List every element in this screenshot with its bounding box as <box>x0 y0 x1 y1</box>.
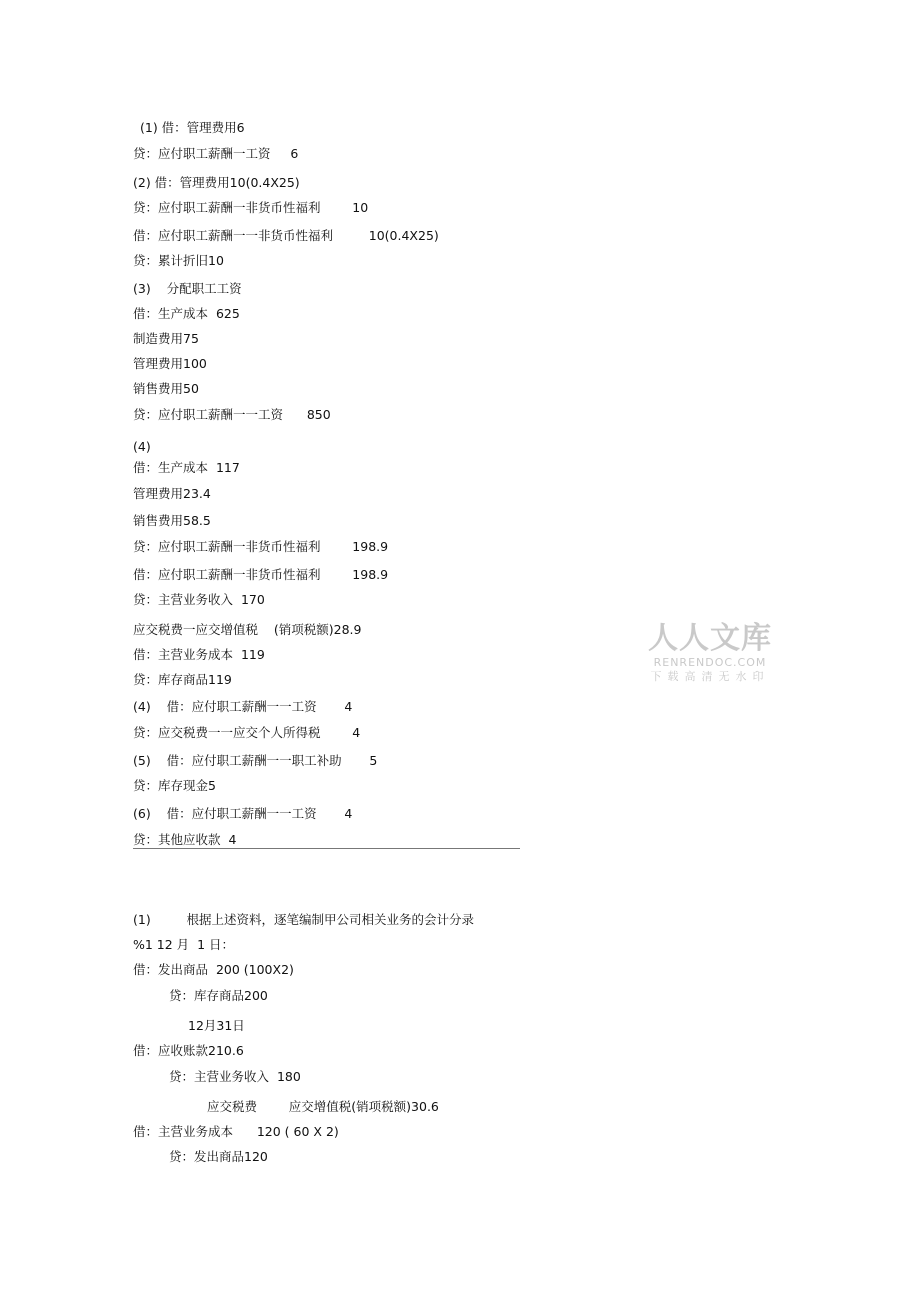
watermark-tagline: 下载高清无水印 <box>650 670 770 683</box>
text-line: (5) 借：应付职工薪酬一一职工补助 5 <box>133 753 378 768</box>
text-line: 贷：发出商品120 <box>169 1149 268 1164</box>
watermark-url: RENRENDOC.COM <box>653 656 767 669</box>
text-line: (4) <box>133 439 151 454</box>
text-line: (1) 借：管理费用6 <box>140 120 245 135</box>
text-line: 管理费用23.4 <box>133 486 211 501</box>
text-line: 借：生产成本 117 <box>133 460 240 475</box>
text-line: 销售费用50 <box>133 381 199 396</box>
text-line: 贷：库存商品119 <box>133 672 232 687</box>
text-line: %1 12 月 1 日： <box>133 937 235 952</box>
text-line: 借：主营业务成本 119 <box>133 647 265 662</box>
text-line: (4) 借：应付职工薪酬一一工资 4 <box>133 699 353 714</box>
text-line: (2) 借：管理费用10(0.4X25) <box>133 175 300 190</box>
text-line: 借：应付职工薪酬一一非货币性福利 10(0.4X25) <box>133 228 439 243</box>
text-line: 贷：库存商品200 <box>169 988 268 1003</box>
text-line: 贷：库存现金5 <box>133 778 216 793</box>
text-line: 销售费用58.5 <box>133 513 211 528</box>
text-line: 贷：应交税费一一应交个人所得税 4 <box>133 725 361 740</box>
text-line: 借：应付职工薪酬一非货币性福利 198.9 <box>133 567 389 582</box>
text-line: (3) 分配职工工资 <box>133 281 242 296</box>
divider-line <box>133 848 520 849</box>
text-line: 管理费用100 <box>133 356 207 371</box>
text-line: 贷：主营业务收入 170 <box>133 592 265 607</box>
text-line: 贷：应付职工薪酬一非货币性福利 10 <box>133 200 369 215</box>
text-line: 贷：应付职工薪酬一一工资 850 <box>133 407 331 422</box>
text-line: 借：应收账款210.6 <box>133 1043 244 1058</box>
text-line: (1) 根据上述资料，逐笔编制甲公司相关业务的会计分录 <box>133 912 474 927</box>
text-line: 贷：其他应收款 4 <box>133 832 237 847</box>
text-line: 贷：应付职工薪酬一非货币性福利 198.9 <box>133 539 389 554</box>
text-line: 12月31日 <box>188 1018 245 1033</box>
watermark-logo <box>640 622 780 684</box>
text-line: 贷：应付职工薪酬一工资 6 <box>133 146 299 161</box>
text-line: (6) 借：应付职工薪酬一一工资 4 <box>133 806 353 821</box>
text-line: 制造费用75 <box>133 331 199 346</box>
text-line: 贷：主营业务收入 180 <box>169 1069 301 1084</box>
text-line: 借：生产成本 625 <box>133 306 240 321</box>
text-line: 贷：累计折旧10 <box>133 253 224 268</box>
text-line: 应交税费 应交增值税(销项税额)30.6 <box>207 1099 439 1114</box>
text-line: 借：主营业务成本 120 ( 60 X 2) <box>133 1124 339 1139</box>
text-line: 应交税费一应交增值税 (销项税额)28.9 <box>133 622 362 637</box>
watermark-title: 人人文库 <box>648 621 772 656</box>
text-line: 借：发出商品 200 (100X2) <box>133 962 294 977</box>
